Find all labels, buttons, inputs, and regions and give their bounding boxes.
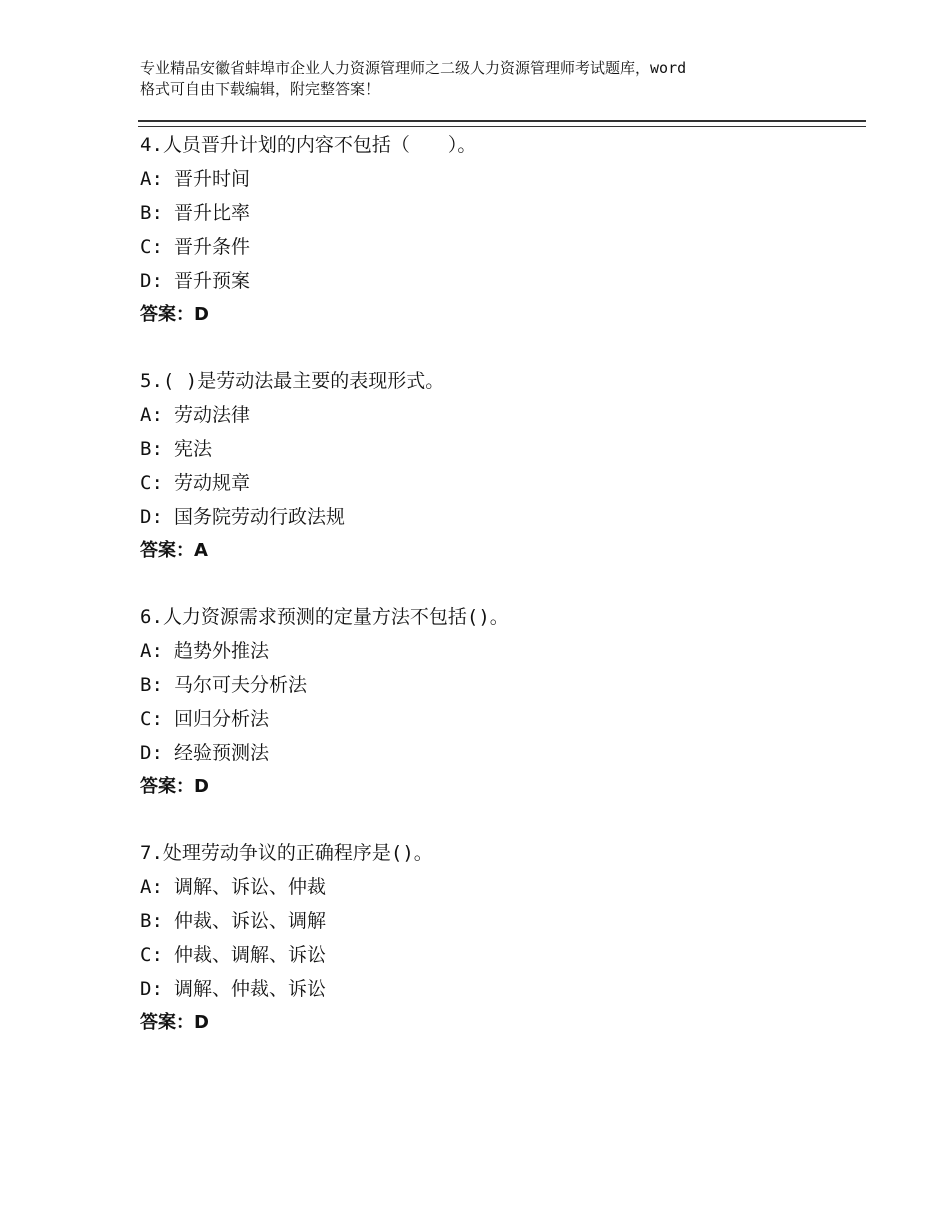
- option-letter: C:: [140, 236, 163, 258]
- option-a: [140, 162, 860, 196]
- option-a: [140, 870, 860, 904]
- option-text: 回归分析法: [174, 708, 270, 730]
- option-b: [140, 196, 860, 230]
- answer-line: 答案：D: [140, 304, 209, 325]
- option-text: 调解、仲裁、诉讼: [174, 978, 327, 1000]
- question-stem: 6.人力资源需求预测的定量方法不包括()。: [140, 606, 509, 628]
- option-text: 国务院劳动行政法规: [174, 506, 346, 528]
- option-letter: A:: [140, 168, 163, 190]
- question-stem: 7.处理劳动争议的正确程序是()。: [140, 842, 433, 864]
- option-text: 经验预测法: [174, 742, 270, 764]
- question-list: [140, 128, 860, 1072]
- question-7: [140, 836, 860, 1040]
- option-d: [140, 500, 860, 534]
- answer-line: 答案：D: [140, 1012, 209, 1033]
- option-c: [140, 230, 860, 264]
- option-letter: A:: [140, 876, 163, 898]
- header-divider: [138, 120, 866, 127]
- option-letter: D:: [140, 270, 163, 292]
- answer-line: 答案：A: [140, 540, 208, 561]
- option-d: [140, 972, 860, 1006]
- option-text: 晋升时间: [174, 168, 251, 190]
- option-letter: B:: [140, 910, 163, 932]
- option-letter: C:: [140, 472, 163, 494]
- option-a: [140, 398, 860, 432]
- option-b: [140, 668, 860, 702]
- question-5: [140, 364, 860, 568]
- option-text: 晋升预案: [174, 270, 251, 292]
- answer-line: 答案：D: [140, 776, 209, 797]
- option-c: [140, 938, 860, 972]
- question-4: [140, 128, 860, 332]
- option-letter: A:: [140, 640, 163, 662]
- option-b: [140, 904, 860, 938]
- option-letter: C:: [140, 944, 163, 966]
- option-letter: B:: [140, 202, 163, 224]
- option-a: [140, 634, 860, 668]
- option-text: 趋势外推法: [174, 640, 270, 662]
- option-text: 仲裁、诉讼、调解: [174, 910, 327, 932]
- question-6: [140, 600, 860, 804]
- document-header: [140, 58, 840, 100]
- option-letter: D:: [140, 978, 163, 1000]
- option-letter: D:: [140, 506, 163, 528]
- header-line-2: 格式可自由下载编辑，附完整答案！: [140, 80, 381, 98]
- option-c: [140, 702, 860, 736]
- option-letter: C:: [140, 708, 163, 730]
- option-text: 调解、诉讼、仲裁: [174, 876, 327, 898]
- option-letter: A:: [140, 404, 163, 426]
- option-letter: B:: [140, 674, 163, 696]
- option-letter: D:: [140, 742, 163, 764]
- question-stem: 5.( )是劳动法最主要的表现形式。: [140, 370, 445, 392]
- question-stem: 4.人员晋升计划的内容不包括（ ）。: [140, 134, 477, 156]
- option-text: 马尔可夫分析法: [174, 674, 308, 696]
- option-text: 宪法: [174, 438, 213, 460]
- option-text: 仲裁、调解、诉讼: [174, 944, 327, 966]
- option-d: [140, 264, 860, 298]
- option-text: 劳动规章: [174, 472, 251, 494]
- header-line-1: 专业精品安徽省蚌埠市企业人力资源管理师之二级人力资源管理师考试题库，word: [140, 59, 687, 77]
- option-text: 晋升比率: [174, 202, 251, 224]
- option-letter: B:: [140, 438, 163, 460]
- option-d: [140, 736, 860, 770]
- option-text: 晋升条件: [174, 236, 251, 258]
- option-c: [140, 466, 860, 500]
- option-text: 劳动法律: [174, 404, 251, 426]
- option-b: [140, 432, 860, 466]
